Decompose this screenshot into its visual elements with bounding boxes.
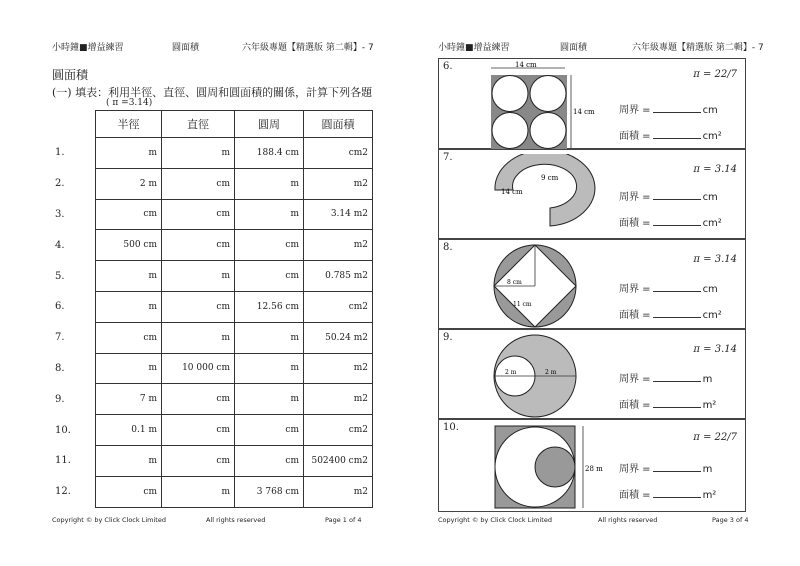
problem-number: 9.: [443, 332, 453, 343]
cell-radius[interactable]: 500 cm: [96, 230, 162, 261]
header-right: 六年級專題【精選版 第二輯】- 7: [632, 43, 764, 53]
footer-center: All rights reserved: [598, 516, 658, 524]
cell-area[interactable]: 50.24 m2: [304, 322, 373, 353]
figure-circle-square: [491, 242, 591, 330]
problem-7: [438, 149, 746, 239]
cell-circumference[interactable]: m: [235, 168, 304, 199]
cell-area[interactable]: m2: [304, 168, 373, 199]
footer-right: Page 1 of 4: [325, 516, 362, 524]
figure-ring-arc: [479, 154, 609, 238]
perimeter-line: 周界 = cm: [619, 105, 718, 116]
row-number: 11.: [41, 445, 96, 476]
cell-radius[interactable]: 0.1 m: [96, 415, 162, 446]
dim-small: 2 m: [505, 369, 517, 376]
header-blank: [43, 111, 93, 135]
table-row: [41, 138, 373, 169]
row-number: 9.: [41, 384, 96, 415]
cell-diameter[interactable]: cm: [162, 445, 235, 476]
dim-width: 14 cm: [515, 61, 537, 69]
area-line: 面積 = m²: [619, 490, 717, 501]
problem-number: 6.: [443, 61, 453, 72]
col-diameter: 直徑: [162, 111, 235, 138]
cell-circumference[interactable]: m: [235, 199, 304, 230]
row-number: 10.: [41, 415, 96, 446]
cell-diameter[interactable]: cm: [162, 168, 235, 199]
table-row: [41, 445, 373, 476]
area-line: 面積 = cm²: [619, 218, 722, 229]
cell-area[interactable]: m2: [304, 353, 373, 384]
cell-radius[interactable]: 2 m: [96, 168, 162, 199]
cell-area[interactable]: 502400 cm2: [304, 445, 373, 476]
table-header-row: [41, 111, 373, 138]
row-number: 4.: [41, 230, 96, 261]
row-number: 1.: [41, 138, 96, 169]
cell-diameter[interactable]: cm: [162, 415, 235, 446]
footer-center: All rights reserved: [206, 516, 266, 524]
header-center: 圓面積: [560, 43, 588, 53]
cell-circumference[interactable]: m: [235, 353, 304, 384]
table-row: [41, 199, 373, 230]
cell-circumference[interactable]: 3 768 cm: [235, 476, 304, 507]
dim-large: 2 m: [545, 369, 557, 376]
cell-diameter[interactable]: cm: [162, 230, 235, 261]
perimeter-line: 周界 = cm: [619, 284, 718, 295]
cell-area[interactable]: m2: [304, 230, 373, 261]
header-left: 小時鐘■增益練習: [52, 43, 124, 53]
area-line: 面積 = cm²: [619, 131, 722, 142]
table-row: [41, 261, 373, 292]
cell-circumference[interactable]: cm: [235, 261, 304, 292]
footer-left: Copyright © by Click Clock Limited: [438, 516, 552, 524]
row-number: 12.: [41, 476, 96, 507]
perimeter-line: 周界 = m: [619, 464, 713, 475]
cell-radius[interactable]: cm: [96, 199, 162, 230]
pi-value: π = 3.14: [693, 164, 737, 175]
table-row: [41, 291, 373, 322]
cell-area[interactable]: cm2: [304, 291, 373, 322]
cell-area[interactable]: cm2: [304, 138, 373, 169]
problem-8: [438, 239, 746, 329]
cell-area[interactable]: 0.785 m2: [304, 261, 373, 292]
row-number: 5.: [41, 261, 96, 292]
cell-diameter[interactable]: cm: [162, 199, 235, 230]
header-right: 六年級專題【精選版 第二輯】- 7: [242, 43, 374, 53]
cell-circumference[interactable]: cm: [235, 445, 304, 476]
perimeter-line: 周界 = cm: [619, 192, 718, 203]
figure-circle-hole: [491, 332, 591, 420]
header-center: 圓面積: [172, 43, 200, 53]
cell-radius[interactable]: 7 m: [96, 384, 162, 415]
col-area: 圓面積: [304, 111, 373, 138]
row-number: 6.: [41, 291, 96, 322]
footer-left: Copyright © by Click Clock Limited: [52, 516, 166, 524]
cell-diameter[interactable]: cm: [162, 384, 235, 415]
cell-circumference[interactable]: m: [235, 322, 304, 353]
table-row: [41, 415, 373, 446]
cell-radius[interactable]: m: [96, 138, 162, 169]
cell-area[interactable]: m2: [304, 384, 373, 415]
figure-square-four-circles: [479, 61, 609, 151]
header-left: 小時鐘■增益練習: [438, 43, 510, 53]
pi-value: π = 22/7: [693, 69, 737, 80]
cell-diameter[interactable]: m: [162, 138, 235, 169]
dim-side: 11 cm: [513, 301, 532, 308]
col-radius: 半徑: [96, 111, 162, 138]
dim-height: 14 cm: [573, 108, 595, 116]
table-row: [41, 168, 373, 199]
circle-table: [41, 110, 373, 508]
cell-diameter[interactable]: m: [162, 322, 235, 353]
cell-radius[interactable]: m: [96, 445, 162, 476]
figure-square-circles: [493, 424, 603, 512]
page-title: 圓面積: [52, 68, 89, 82]
area-line: 面積 = m²: [619, 400, 717, 411]
dim-outer: 14 cm: [501, 188, 523, 196]
instruction: (一) 填表：利用半徑、直徑、圓周和圓面積的關係，計算下列各題: [52, 86, 373, 99]
problem-10: [438, 419, 746, 512]
row-number: 3.: [41, 199, 96, 230]
table-row: [41, 384, 373, 415]
cell-radius[interactable]: cm: [96, 322, 162, 353]
cell-diameter[interactable]: cm: [162, 291, 235, 322]
cell-circumference[interactable]: 188.4 cm: [235, 138, 304, 169]
cell-diameter[interactable]: m: [162, 476, 235, 507]
row-number: 7.: [41, 322, 96, 353]
cell-radius[interactable]: m: [96, 261, 162, 292]
cell-diameter[interactable]: m: [162, 261, 235, 292]
table-row: [41, 353, 373, 384]
dim-inner: 9 cm: [541, 174, 559, 182]
row-number: 8.: [41, 353, 96, 384]
cell-circumference[interactable]: cm: [235, 415, 304, 446]
cell-radius[interactable]: cm: [96, 476, 162, 507]
table-row: [41, 322, 373, 353]
area-line: 面積 = cm²: [619, 310, 722, 321]
cell-radius[interactable]: m: [96, 291, 162, 322]
cell-diameter[interactable]: 10 000 cm: [162, 353, 235, 384]
table-row: [41, 230, 373, 261]
table-row: [41, 476, 373, 507]
problem-number: 7.: [443, 152, 453, 163]
cell-circumference[interactable]: 12.56 cm: [235, 291, 304, 322]
dim-side: 28 m: [585, 465, 603, 473]
perimeter-line: 周界 = m: [619, 374, 713, 385]
pi-value: π = 3.14: [693, 344, 737, 355]
problem-number: 8.: [443, 242, 453, 253]
row-number: 2.: [41, 168, 96, 199]
cell-circumference[interactable]: m: [235, 384, 304, 415]
dim-radius: 8 cm: [507, 279, 522, 286]
pi-value: π = 3.14: [693, 254, 737, 265]
footer-right: Page 3 of 4: [712, 516, 749, 524]
problem-6: [438, 58, 746, 149]
problem-9: [438, 329, 746, 419]
col-circumference: 圓周: [235, 111, 304, 138]
cell-circumference[interactable]: cm: [235, 230, 304, 261]
problem-number: 10.: [443, 422, 459, 433]
cell-radius[interactable]: m: [96, 353, 162, 384]
cell-area[interactable]: 3.14 m2: [304, 199, 373, 230]
pi-note: ( π =3.14): [106, 98, 153, 108]
pi-value: π = 22/7: [693, 432, 737, 443]
cell-area[interactable]: cm2: [304, 415, 373, 446]
cell-area[interactable]: m2: [304, 476, 373, 507]
